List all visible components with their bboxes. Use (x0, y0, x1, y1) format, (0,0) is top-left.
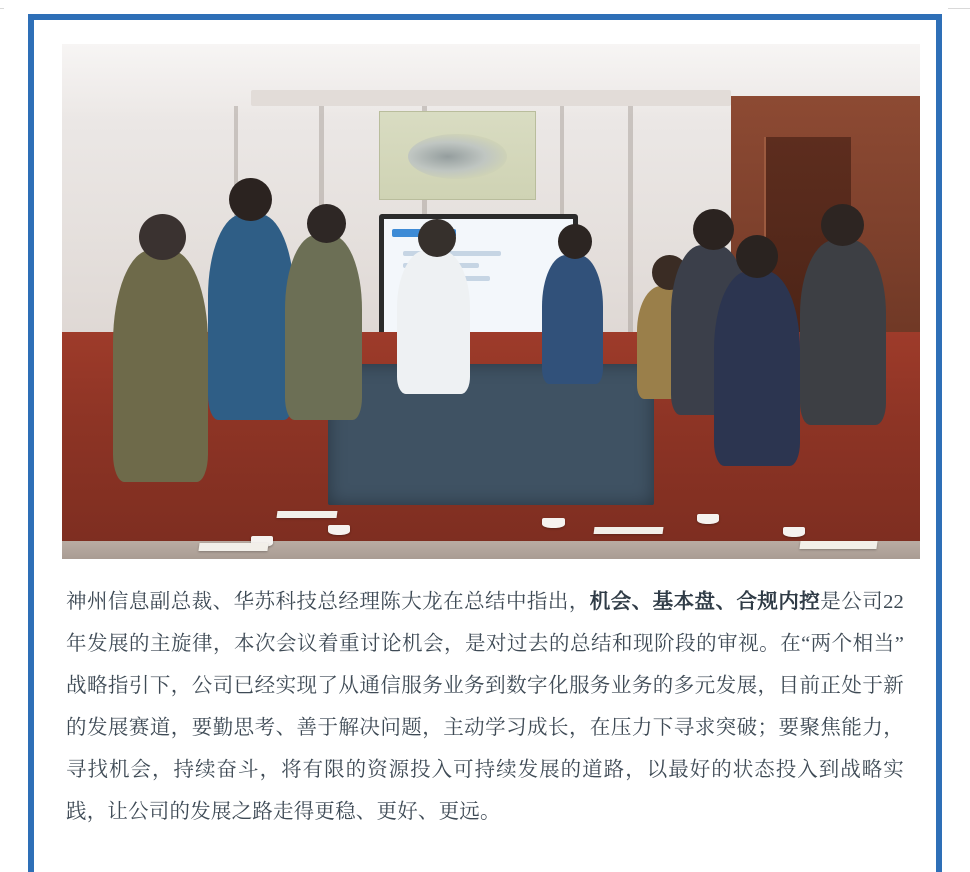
photo-attendee-head (229, 178, 272, 221)
photo-document (799, 541, 877, 549)
article-caption (62, 559, 908, 863)
photo-presenter-head (418, 219, 456, 257)
photo-document (199, 543, 269, 551)
photo-document (593, 527, 663, 534)
photo-attendee-head (821, 204, 864, 246)
photo-wall-artwork (379, 111, 535, 201)
photo-presenter (397, 250, 470, 394)
photo-cup (783, 527, 805, 537)
photo-document (276, 511, 337, 518)
article-card (28, 14, 942, 872)
photo-ceiling-light (251, 90, 731, 105)
photo-canvas (62, 44, 920, 559)
photo-wall-panel (628, 106, 632, 353)
photo-cup (542, 518, 564, 528)
photo-cup (328, 525, 350, 535)
caption-segment-3: 是公司22年发展的主旋律，本次会议着重讨论机会，是对过去的总结和现阶段的审视。在“两个相当”战略指引下，公司已经实现了从通信服务业务到数字化服务业务的多元发展，目前正处于新的发展赛道，要勤思考、善于解决问题，主动学习成长，在压力下寻求突破；要聚焦能力，寻找机会，持续奋斗，将有限的资源投入可持续发展的道路，以最好的状态投入到战略实践，让公司的发展之路走得更稳、更好、更远。 (66, 591, 905, 823)
photo-floor (62, 541, 920, 559)
photo-table-center (328, 364, 654, 504)
photo-attendee (285, 235, 362, 420)
photo-attendee (800, 240, 886, 425)
photo-attendee (113, 250, 207, 482)
photo-attendee-head (693, 209, 734, 250)
caption-highlight: 机会、基本盘、合规内控 (589, 591, 821, 613)
photo-attendee (208, 214, 294, 420)
photo-attendee-head (307, 204, 346, 243)
meeting-room-photo (62, 44, 920, 559)
photo-attendee (714, 271, 800, 467)
caption-segment-1: 神州信息副总裁、华苏科技总经理陈大龙在总结中指出， (66, 591, 590, 613)
top-rule-group (0, 0, 970, 14)
photo-cup (697, 514, 719, 524)
top-rule-right (948, 8, 970, 9)
photo-attendee-head (736, 235, 779, 278)
article-card-inner (34, 20, 936, 863)
top-rule-left (0, 8, 4, 9)
photo-attendee (542, 255, 602, 384)
